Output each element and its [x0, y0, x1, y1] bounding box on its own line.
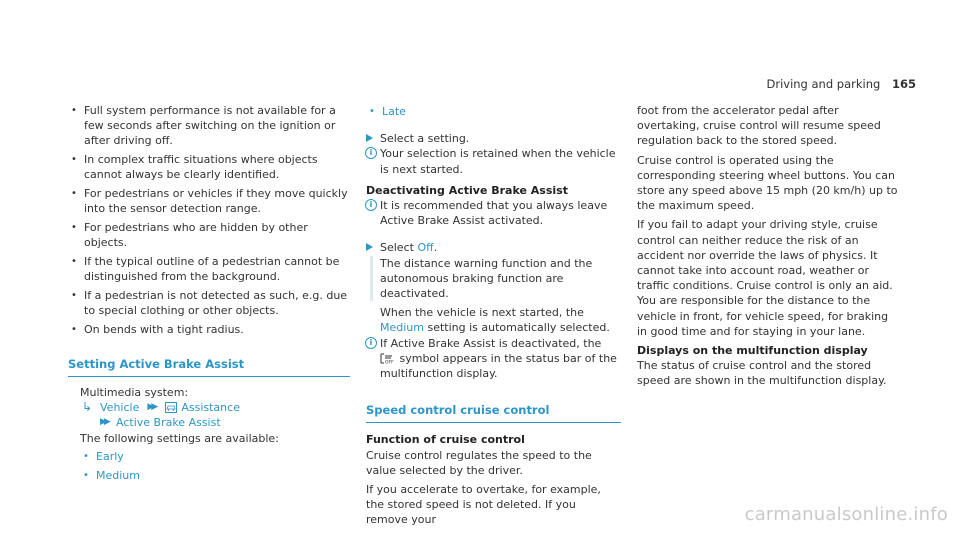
column-1	[68, 103, 350, 486]
function-title: Function of cruise control	[366, 433, 525, 447]
medium-option-link[interactable]: Medium	[380, 321, 424, 335]
step-arrow-icon	[366, 134, 373, 142]
cruise-text-3: If you fail to adapt your driving style, cruise control can neither reduce the risk of an accident nor override the laws of physics. It cannot take into account road, weather or traffic conditions. Cruise control is only an aid. You are responsible for the distance to the vehicle in front, for vehicle speed, for braking in good time and for staying in your lane.	[637, 218, 893, 338]
nav-path-row-2	[68, 415, 350, 430]
list-item: • If the typical outline of a pedestrian cannot be distinguished from the background.	[68, 254, 350, 284]
arrow-return-icon: ↳	[82, 400, 93, 415]
section-name: Driving and parking	[766, 77, 881, 91]
list-item: • For pedestrians or vehicles if they move quickly into the sensor detection range.	[68, 186, 350, 216]
double-chevron-icon: ▶▶	[147, 402, 156, 413]
nav-path-row-1	[68, 400, 350, 415]
available-settings-text: The following settings are available:	[80, 431, 279, 445]
nav-brake-assist-link[interactable]: Active Brake Assist	[116, 416, 221, 430]
list-item: • For pedestrians who are hidden by other objects.	[68, 220, 350, 250]
nav-assistance-link[interactable]: Assistance	[181, 401, 240, 415]
watermark: carmanualsonline.info	[744, 504, 948, 525]
section-title-setting-abs: Setting Active Brake Assist	[68, 357, 350, 377]
distance-result-text: The distance warning function and the autonomous braking function are deactivated.	[380, 256, 593, 301]
step-select-setting: Select a setting.	[366, 131, 621, 146]
limitations-list	[68, 103, 350, 337]
info-icon: i	[365, 337, 377, 349]
function-text-1: Cruise control regulates the speed to the value selected by the driver.	[366, 448, 592, 477]
system-label: Multimedia system:	[80, 386, 189, 400]
step-result-bar	[370, 256, 373, 301]
car-assistance-icon	[165, 402, 177, 413]
section-title-cruise: Speed control cruise control	[366, 403, 621, 423]
display-title: Displays on the multifunction display	[637, 344, 868, 358]
function-text-2: If you accelerate to overtake, for example, the stored speed is not deleted. If you remove your	[366, 483, 601, 527]
list-item: • In complex traffic situations where objects cannot always be clearly identified.	[68, 152, 350, 182]
column-2	[366, 104, 621, 528]
step-arrow-icon	[366, 243, 373, 251]
option-early[interactable]: • Early	[80, 449, 350, 464]
page-header	[766, 77, 916, 91]
note-deactivated-symbol: i If Active Brake Assist is deactivated, the OFF symbol appears in the status bar of the multifunction display.	[366, 336, 621, 382]
column-3	[637, 103, 899, 389]
list-item: • On bends with a tight radius.	[68, 322, 350, 337]
double-chevron-icon: ▶▶	[100, 417, 108, 428]
svg-text:OFF: OFF	[385, 360, 394, 365]
cruise-text-1: foot from the accelerator pedal after overtaking, cruise control will resume speed regulation back to the stored speed.	[637, 104, 881, 148]
deactivate-title: Deactivating Active Brake Assist	[366, 183, 568, 197]
step-select-off: Select Off. The distance warning function and the autonomous braking function are deactivated. When the vehicle is next started, the Medium setting is automatically selected.	[366, 240, 621, 335]
list-item: • Full system performance is not available for a few seconds after switching on the ignition or after driving off.	[68, 103, 350, 149]
cruise-text-2: Cruise control is operated using the corresponding steering wheel buttons. You can store any speed above 15 mph (20 km/h) up to the maximum speed.	[637, 153, 898, 213]
nav-vehicle-link[interactable]: Vehicle	[100, 401, 140, 415]
note-retained: i Your selection is retained when the vehicle is next started.	[366, 146, 621, 176]
off-option-link[interactable]: Off	[417, 241, 434, 255]
brake-assist-off-icon	[380, 353, 394, 364]
settings-options-list-cont	[366, 104, 621, 119]
option-late[interactable]: • Late	[366, 104, 621, 119]
note-recommended: i It is recommended that you always leave Active Brake Assist activated.	[366, 198, 621, 228]
page-number: 165	[891, 77, 916, 91]
list-item: • If a pedestrian is not detected as such, e.g. due to special clothing or other objects.	[68, 288, 350, 318]
settings-options-list	[68, 449, 350, 483]
cruise-text-4: The status of cruise control and the stored speed are shown in the multifunction display.	[637, 359, 887, 388]
info-icon: i	[365, 199, 377, 211]
option-medium[interactable]: • Medium	[80, 468, 350, 483]
info-icon: i	[365, 147, 377, 159]
